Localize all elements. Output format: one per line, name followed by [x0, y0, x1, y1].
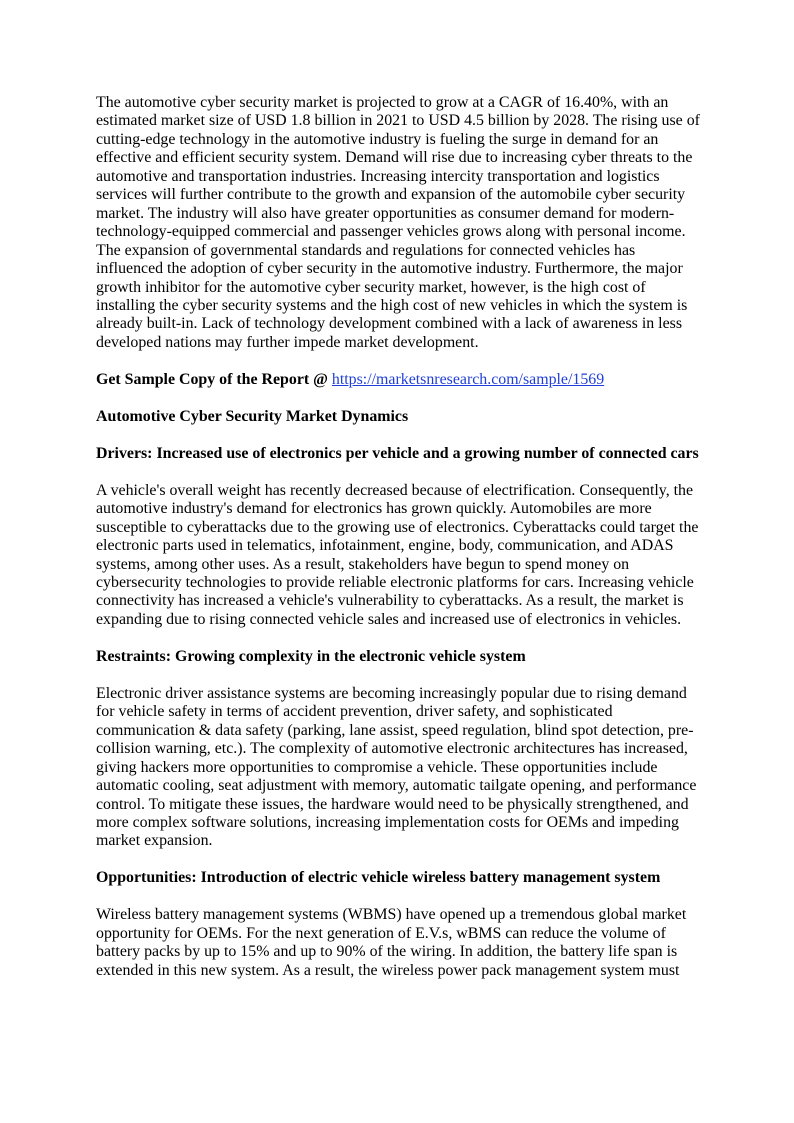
sample-copy-link[interactable]: https://marketsnresearch.com/sample/1569 — [331, 370, 605, 388]
restraints-heading: Restraints: Growing complexity in the electronic vehicle system — [96, 647, 526, 665]
restraints-paragraph: Electronic driver assistance systems are becoming increasingly popular due to rising demand for vehicle safety in terms of accident prevention, driver safety, and sophisticated communication & data safety (parking, lane assist, speed regulation, blind spot detection, pre-collision warning, etc.). The complexity of automotive electronic architectures has increased, giving hackers more opportunities to compromise a vehicle. These opportunities include automatic cooling, seat adjustment with memory, automatic tailgate opening, and performance control. To mitigate these issues, the hardware would need to be physically strengthened, and more complex software solutions, increasing implementation costs for OEMs and impeding market expansion. — [96, 684, 697, 850]
opportunities-paragraph: Wireless battery management systems (WBMS) have opened up a tremendous global market opportunity for OEMs. For the next generation of E.V.s, wBMS can reduce the volume of battery packs by up to 15% and up to 90% of the wiring. In addition, the battery life span is extended in this new system. As a result, the wireless power pack management system must — [96, 906, 687, 979]
intro-paragraph: The automotive cyber security market is projected to grow at a CAGR of 16.40%, with an estimated market size of USD 1.8 billion in 2021 to USD 4.5 billion by 2028. The rising use of cutting-edge technology in the automotive industry is fueling the surge in demand for an effective and efficient security system. Demand will rise due to increasing cyber threats to the automotive and transportation industries. Increasing intercity transportation and logistics services will further contribute to the growth and expansion of the automobile cyber security market. The industry will also have greater opportunities as consumer demand for modern-technology-equipped commercial and passenger vehicles grows along with personal income. The expansion of governmental standards and regulations for connected vehicles has influenced the adoption of cyber security in the automotive industry. Furthermore, the major growth inhibitor for the automotive cyber security market, however, is the high cost of installing the cyber security systems and the high cost of new vehicles in which the system is already built-in. Lack of technology development combined with a lack of awareness in less developed nations may further impede market development. — [96, 94, 700, 351]
drivers-heading: Drivers: Increased use of electronics per vehicle and a growing number of connected cars — [96, 444, 699, 462]
opportunities-heading: Opportunities: Introduction of electric vehicle wireless battery management system — [96, 869, 661, 887]
dynamics-heading: Automotive Cyber Security Market Dynamics — [96, 407, 409, 425]
drivers-paragraph: A vehicle's overall weight has recently decreased because of electrification. Consequently, the automotive industry's demand for electronics has grown quickly. Automobiles are more susceptible to cyberattacks due to the growing use of electronics. Cyberattacks could target the electronic parts used in telematics, infotainment, engine, body, communication, and ADAS systems, among other uses. As a result, stakeholders have begun to spend money on cybersecurity technologies to provide reliable electronic platforms for cars. Increasing vehicle connectivity has increased a vehicle's vulnerability to cyberattacks. As a result, the market is expanding due to rising connected vehicle sales and increased use of electronics in vehicles. — [96, 481, 699, 628]
sample-copy-label: Get Sample Copy of the Report @ — [96, 370, 332, 388]
sample-copy-line — [96, 371, 700, 389]
document-page — [96, 94, 700, 999]
